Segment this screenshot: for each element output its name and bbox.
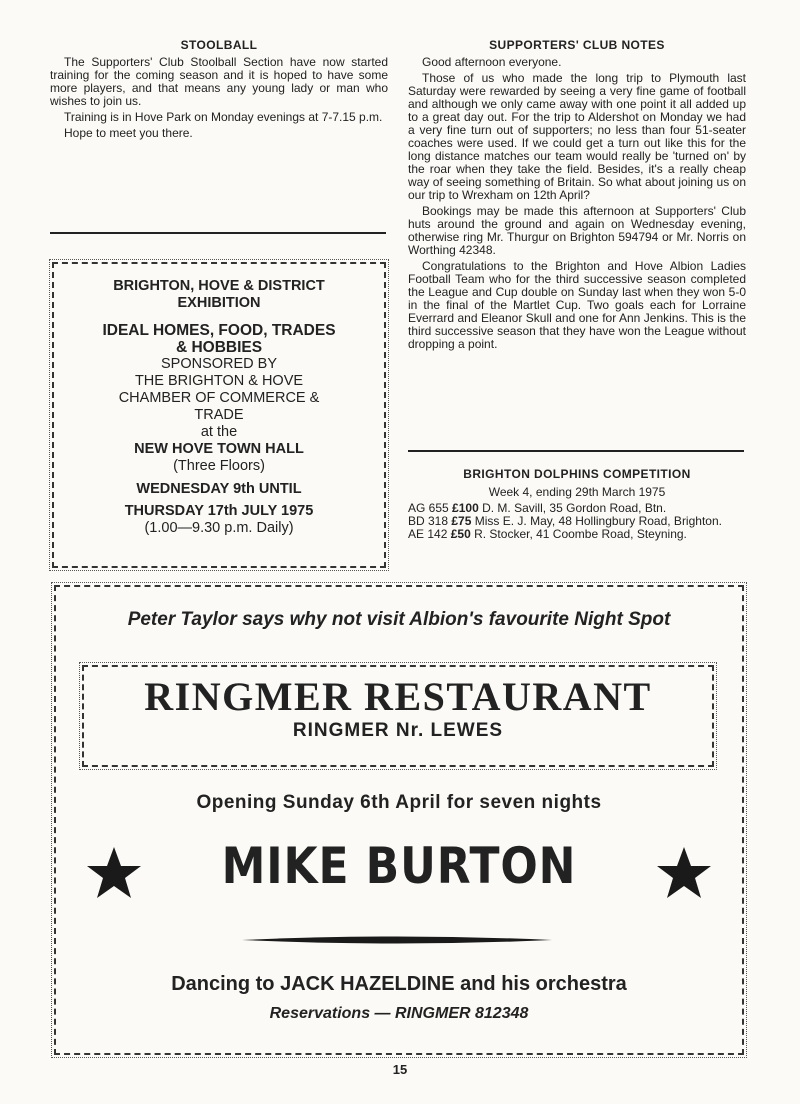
exhibition-title-2: EXHIBITION bbox=[177, 295, 261, 311]
page-number: 15 bbox=[392, 1062, 408, 1077]
restaurant-location: RINGMER Nr. LEWES bbox=[292, 720, 504, 741]
supporters-paragraph-2: Those of us who made the long trip to Plymouth last Saturday were rewarded by seeing a very fine game of football and although we only came away with one point it all added up to a great day out. For the trip to Aldershot on Monday we had a very fine turn out of supporters; no less than four 51-seater coaches were used. If we could get a turn out like this for the long distance matches our team would really be 'turned on' by the roar when they take the field. Besides, it's a really cheap way of seeing something of Britain. So what about joining us on our trip to Wrexham on 12th April? bbox=[408, 71, 746, 202]
dolphins-winner-2: BD 318 £75 Miss E. J. May, 48 Hollingbury Road, Brighton. bbox=[408, 514, 722, 528]
stoolball-section bbox=[50, 38, 388, 143]
exhibition-box bbox=[52, 262, 386, 568]
exhibition-sponsor-1: THE BRIGHTON & HOVE bbox=[134, 373, 304, 389]
dolphins-section bbox=[408, 467, 746, 541]
divider-left bbox=[50, 232, 386, 234]
decorative-swell-rule bbox=[242, 933, 552, 947]
supporters-paragraph-4: Congratulations to the Brighton and Hove Albion Ladies Football Team who for the third successive season completed the League and Cup double on Sunday last when they won 5-0 in the final of the Martlet Cup. Two goals each for Lorraine Everrard and Eleanor Skull and one for Ann Jenkins. This is the third successive season that they have won the League without dropping a point. bbox=[408, 259, 746, 351]
stoolball-paragraph-3: Hope to meet you there. bbox=[64, 126, 193, 140]
exhibition-sponsored: SPONSORED BY bbox=[160, 356, 278, 372]
dolphins-heading: BRIGHTON DOLPHINS COMPETITION bbox=[463, 467, 691, 481]
reservations-text: Reservations — RINGMER 812348 bbox=[269, 1005, 529, 1022]
exhibition-sponsor-3: TRADE bbox=[194, 407, 244, 423]
stoolball-heading: STOOLBALL bbox=[180, 38, 258, 52]
exhibition-hours: (1.00—9.30 p.m. Daily) bbox=[144, 520, 294, 536]
star-right-icon bbox=[656, 845, 712, 901]
exhibition-date-2: THURSDAY 17th JULY 1975 bbox=[124, 503, 314, 519]
exhibition-theme-2: & HOBBIES bbox=[175, 339, 263, 356]
advert-tagline: Peter Taylor says why not visit Albion's favourite Night Spot bbox=[127, 609, 671, 630]
exhibition-floors: (Three Floors) bbox=[173, 458, 265, 474]
dolphins-week: Week 4, ending 29th March 1975 bbox=[488, 485, 666, 499]
opening-text: Opening Sunday 6th April for seven nights bbox=[196, 792, 602, 813]
supporters-paragraph-1: Good afternoon everyone. bbox=[422, 55, 562, 69]
supporters-heading: SUPPORTERS' CLUB NOTES bbox=[489, 38, 665, 52]
stoolball-paragraph-2: Training is in Hove Park on Monday evenings at 7-7.15 p.m. bbox=[64, 110, 383, 124]
exhibition-venue: NEW HOVE TOWN HALL bbox=[134, 441, 304, 457]
restaurant-advert bbox=[54, 585, 744, 1055]
exhibition-date-1: WEDNESDAY 9th UNTIL bbox=[136, 481, 302, 497]
headliner-name: MIKE BURTON bbox=[221, 837, 577, 895]
dolphins-winner-3: AE 142 £50 R. Stocker, 41 Coombe Road, Steyning. bbox=[408, 527, 687, 541]
exhibition-theme-1: IDEAL HOMES, FOOD, TRADES bbox=[102, 322, 336, 339]
exhibition-text bbox=[54, 278, 384, 537]
dolphins-winner-1: AG 655 £100 D. M. Savill, 35 Gordon Road, Btn. bbox=[408, 501, 667, 515]
divider-right bbox=[408, 450, 744, 452]
supporters-section bbox=[408, 38, 746, 354]
restaurant-name: RINGMER RESTAURANT bbox=[144, 674, 652, 719]
exhibition-at: at the bbox=[200, 424, 238, 440]
restaurant-name-box bbox=[82, 665, 714, 767]
exhibition-title-1: BRIGHTON, HOVE & DISTRICT bbox=[113, 278, 325, 294]
exhibition-sponsor-2: CHAMBER OF COMMERCE & bbox=[118, 390, 320, 406]
dancing-text: Dancing to JACK HAZELDINE and his orchestra bbox=[171, 973, 627, 995]
supporters-paragraph-3: Bookings may be made this afternoon at Supporters' Club huts around the ground and again on Wednesday evening, otherwise ring Mr. Thurgur on Brighton 594794 or Mr. Norris on Worthing 42348. bbox=[408, 204, 746, 257]
stoolball-paragraph-1: The Supporters' Club Stoolball Section have now started training for the coming season and it is hoped to have some more players, and that means any young lady or man who wishes to join us. bbox=[50, 55, 388, 108]
